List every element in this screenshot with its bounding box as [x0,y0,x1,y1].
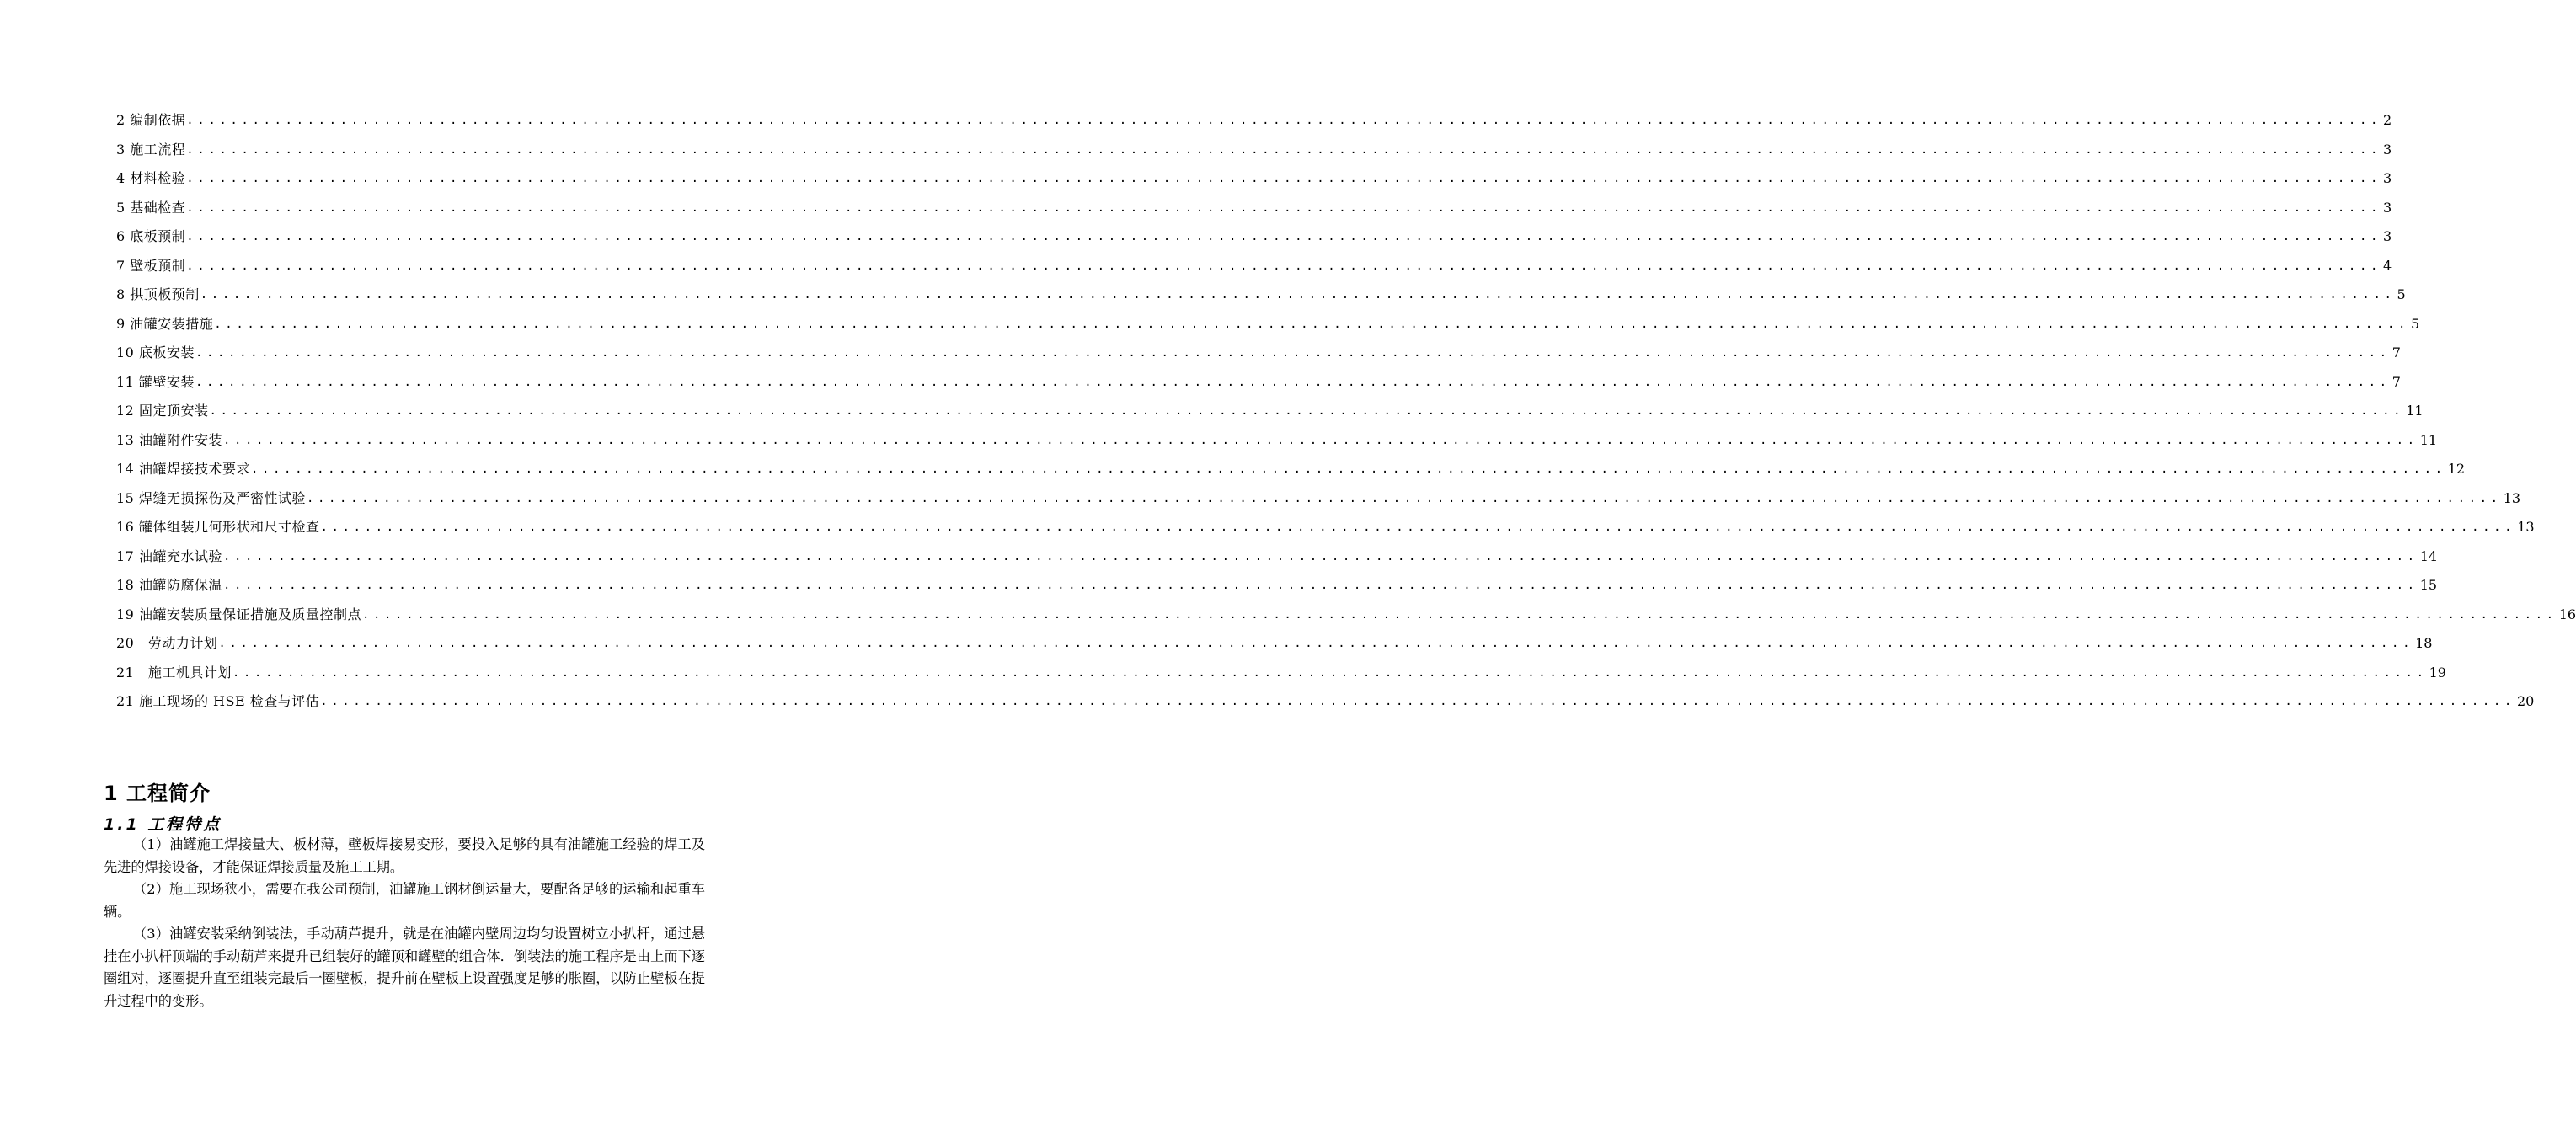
toc-entry-page: 3 [2383,199,2392,216]
toc-entry-page: 7 [2392,373,2401,390]
toc-entry-title: 19 油罐安装质量保证措施及质量控制点 [116,606,361,622]
toc-entry[interactable] [116,571,2438,601]
toc-entry-title: 18 油罐防腐保温 [116,577,222,594]
toc-entry[interactable] [116,222,2392,252]
section-body [104,834,705,1012]
toc-entry-title: 14 油罐焊接技术要求 [116,461,250,478]
toc-dot-leader: ........................................................................................................................................................................................................ [200,288,2396,302]
toc-entry-page: 14 [2419,547,2438,564]
toc-entry-page: 3 [2383,228,2392,245]
toc-entry-page: 13 [2503,489,2521,506]
toc-dot-leader: ........................................................................................................................................................................................................ [222,549,2418,563]
toc-dot-leader: ........................................................................................................................................................................................................ [306,491,2502,505]
toc-entry[interactable] [116,106,2392,136]
toc-entry-title: 16 罐体组装几何形状和尺寸检查 [116,519,320,536]
toc-entry-title: 21 施工机具计划 [116,664,232,681]
toc-dot-leader: ........................................................................................................................................................................................................ [186,259,2382,273]
toc-dot-leader: ........................................................................................................................................................................................................ [222,579,2418,593]
toc-entry-title: 10 底板安装 [116,344,195,361]
toc-entry-title: 9 油罐安装措施 [116,315,214,332]
toc-entry-title: 20 劳动力计划 [116,635,218,652]
toc-dot-leader: ........................................................................................................................................................................................................ [214,317,2410,331]
toc-entry[interactable] [116,136,2392,165]
toc-entry[interactable] [116,280,2406,310]
table-of-contents [116,106,2576,717]
toc-dot-leader: ........................................................................................................................................................................................................ [186,142,2382,157]
toc-entry-page: 5 [2397,286,2406,303]
toc-dot-leader: ........................................................................................................................................................................................................ [195,346,2391,360]
toc-entry-title: 12 固定顶安装 [116,403,209,419]
section-heading: 1 工程简介 [104,782,211,805]
toc-dot-leader: ........................................................................................................................................................................................................ [222,433,2418,447]
toc-entry-title: 2 编制依据 [116,112,186,129]
toc-entry-title: 21 施工现场的 HSE 检查与评估 [116,693,320,710]
toc-entry-title: 8 拱顶板预制 [116,286,200,303]
toc-dot-leader: ........................................................................................................................................................................................................ [218,637,2414,651]
toc-entry-title: 7 壁板预制 [116,257,186,274]
toc-dot-leader: ........................................................................................................................................................................................................ [320,695,2515,709]
paragraph: （1）油罐施工焊接量大、板材薄，壁板焊接易变形，要投入足够的具有油罐施工经验的焊工及先进的焊接设备，才能保证焊接质量及施工工期。 [104,836,705,875]
toc-entry-title: 3 施工流程 [116,141,186,158]
toc-entry-title: 17 油罐充水试验 [116,547,222,564]
toc-entry-title: 11 罐壁安装 [116,373,195,390]
toc-dot-leader: ........................................................................................................................................................................................................ [361,607,2557,622]
toc-dot-leader: ........................................................................................................................................................................................................ [186,172,2382,186]
toc-entry[interactable] [116,484,2521,514]
paragraph: （3）油罐安装采纳倒装法，手动葫芦提升，就是在油罐内壁周边均匀设置树立小扒杆，通过悬挂在小扒杆顶端的手动葫芦来提升已组装好的罐顶和罐壁的组合体．倒装法的施工程序是由上而下逐圈组对，逐圈提升直至组装完最后一圈壁板，提升前在壁板上设置强度足够的胀圈，以防止壁板在提升过程中的变形。 [104,926,705,1009]
toc-entry-title: 15 焊缝无损探伤及严密性试验 [116,489,306,506]
toc-entry-page: 2 [2383,112,2392,129]
toc-entry-page: 13 [2517,519,2535,536]
toc-entry[interactable] [116,659,2446,688]
toc-entry-page: 16 [2558,606,2576,622]
toc-entry-page: 11 [2406,403,2424,419]
toc-entry-page: 19 [2429,664,2446,681]
toc-entry-title: 4 材料检验 [116,170,186,187]
toc-dot-leader: ........................................................................................................................................................................................................ [186,200,2382,215]
toc-entry[interactable] [116,339,2401,368]
toc-dot-leader: ........................................................................................................................................................................................................ [232,665,2428,680]
toc-entry[interactable] [116,542,2438,572]
toc-entry-page: 20 [2516,693,2535,710]
toc-entry-title: 13 油罐附件安装 [116,431,222,448]
toc-dot-leader: ........................................................................................................................................................................................................ [250,462,2446,477]
toc-dot-leader: ........................................................................................................................................................................................................ [186,114,2382,128]
toc-entry[interactable] [116,687,2535,717]
toc-entry[interactable] [116,513,2535,542]
toc-dot-leader: ........................................................................................................................................................................................................ [195,375,2391,389]
toc-entry[interactable] [116,426,2438,456]
toc-dot-leader: ........................................................................................................................................................................................................ [320,521,2516,535]
toc-entry-page: 4 [2383,257,2392,274]
toc-entry-page: 18 [2415,635,2433,652]
toc-entry[interactable] [116,601,2576,630]
paragraph: （2）施工现场狭小，需要在我公司预制，油罐施工钢材倒运量大，要配备足够的运输和起重车辆。 [104,881,705,920]
toc-entry-page: 12 [2447,461,2466,478]
toc-entry-title: 5 基础检查 [116,199,186,216]
toc-entry[interactable] [116,629,2433,659]
toc-entry-title: 6 底板预制 [116,228,186,245]
toc-entry[interactable] [116,310,2420,339]
subsection-heading: 1.1 工程特点 [104,815,222,834]
toc-entry[interactable] [116,368,2401,398]
toc-dot-leader: ........................................................................................................................................................................................................ [186,230,2382,244]
toc-entry-page: 3 [2383,141,2392,158]
toc-entry[interactable] [116,397,2424,426]
toc-entry[interactable] [116,194,2392,223]
toc-entry[interactable] [116,455,2466,484]
toc-entry-page: 5 [2411,315,2420,332]
toc-entry-page: 7 [2392,344,2401,361]
toc-entry-page: 11 [2419,431,2438,448]
toc-entry-page: 3 [2383,170,2392,187]
toc-entry[interactable] [116,252,2392,281]
toc-entry[interactable] [116,164,2392,194]
toc-dot-leader: ........................................................................................................................................................................................................ [209,404,2405,419]
toc-entry-page: 15 [2419,577,2438,594]
